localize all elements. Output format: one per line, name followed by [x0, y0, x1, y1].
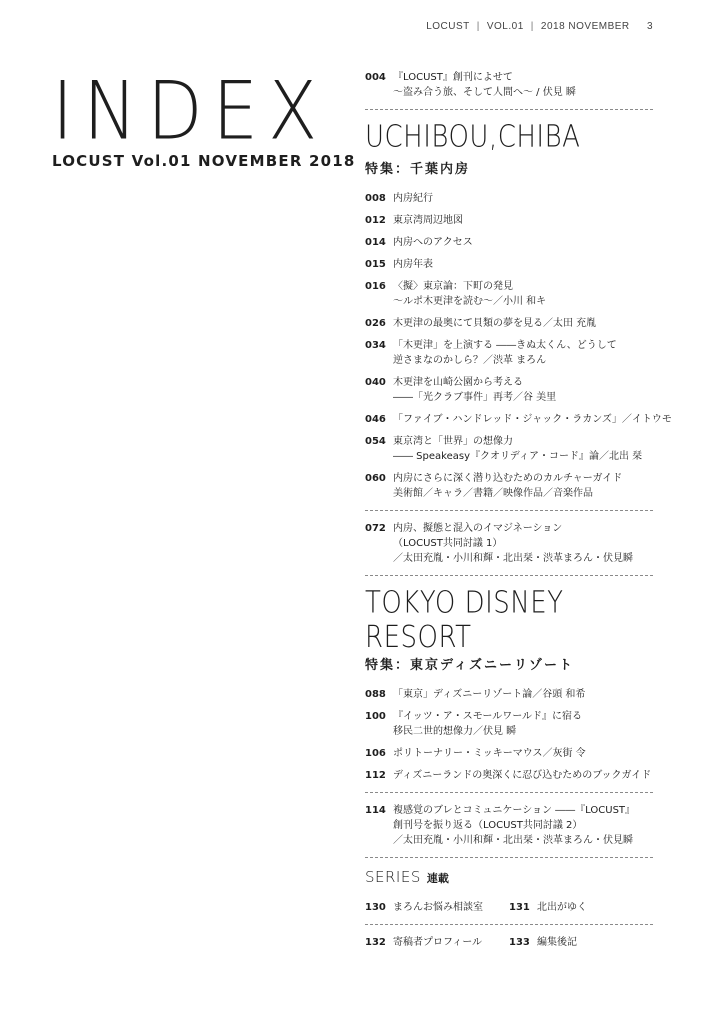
toc-entry	[365, 257, 653, 272]
entry-page-number: 015	[365, 259, 386, 270]
entry-line: （LOCUST共同討議 1）	[393, 538, 503, 549]
entry-line: 複感覚のブレとコミュニケーション ――『LOCUST』	[393, 805, 636, 816]
entry-title: まろんお悩み相談室	[393, 902, 483, 913]
entry-page-number: 112	[365, 770, 386, 781]
dotted-divider	[365, 575, 653, 576]
entry-line: ／太田充胤・小川和輝・北出栞・渋革まろん・伏見瞬	[393, 553, 633, 564]
entry-line: 移民二世的想像力／伏見 瞬	[393, 726, 517, 737]
entry-page-number: 008	[365, 193, 386, 204]
entry-page-number: 106	[365, 748, 386, 759]
entry-page-number: 132	[365, 937, 386, 948]
entry-title	[393, 191, 653, 206]
entry-line: 〜ルポ木更津を読む〜／小川 和キ	[393, 296, 547, 307]
toc-entry	[365, 434, 653, 464]
entry-title: 編集後記	[537, 937, 577, 948]
entry-page-number: 034	[365, 340, 386, 351]
running-head-separator: |	[530, 21, 534, 32]
toc-entry	[365, 235, 653, 250]
entry-page-number: 026	[365, 318, 386, 329]
entry-title	[393, 746, 653, 761]
entry-page-number: 114	[365, 805, 386, 816]
entry-title	[393, 687, 653, 702]
entry-title	[393, 412, 672, 427]
section-title: UCHIBOU,CHIBA	[365, 120, 581, 155]
entry-line: 「東京」ディズニーリゾート論／谷頭 和希	[393, 689, 586, 700]
entry-title	[393, 434, 653, 464]
toc-entry	[365, 412, 672, 427]
section-subtitle: 特集：東京ディズニーリゾート	[365, 658, 574, 673]
toc-entry	[365, 279, 653, 309]
entry-line: 内房にさらに深く潜り込むためのカルチャーガイド	[393, 473, 623, 484]
toc-entry	[365, 746, 653, 761]
entry-page-number: 046	[365, 414, 386, 425]
entry-title	[393, 279, 653, 309]
entry-page-number: 088	[365, 689, 386, 700]
entry-line: ―― Speakeasy『クオリディア・コード』論／北出 栞	[393, 451, 643, 462]
toc-entry	[365, 709, 653, 739]
discussion-entry	[365, 521, 653, 566]
toc-entry	[365, 191, 653, 206]
page-number: 3	[646, 21, 653, 32]
running-head-volume: VOL.01	[486, 21, 524, 32]
series-title-ja: 連載	[426, 872, 449, 885]
running-head	[426, 21, 653, 32]
entry-title	[393, 338, 653, 368]
entry-title	[393, 709, 653, 739]
intro-entry	[365, 70, 653, 100]
section-title: TOKYO DISNEY RESORT	[365, 586, 564, 655]
running-head-brand: LOCUST	[426, 21, 470, 32]
series-entry	[509, 935, 653, 950]
entry-title	[393, 803, 653, 848]
entry-line: 内房、擬態と混入のイマジネーション	[393, 523, 563, 534]
series-title: SERIES	[365, 868, 421, 886]
entry-line: 〈擬〉東京論：下町の発見	[393, 281, 513, 292]
entry-line: 内房年表	[393, 259, 433, 270]
entry-line: 「ファイブ・ハンドレッド・ジャック・ラカンズ」／イトウモ	[393, 414, 672, 425]
entry-line: 〜盗み合う旅、そして人間へ〜 / 伏見 瞬	[393, 87, 576, 98]
entry-page-number: 072	[365, 523, 386, 534]
entry-line: 東京湾と「世界」の想像力	[393, 436, 513, 447]
entry-title	[393, 521, 653, 566]
toc-entry	[365, 213, 653, 228]
running-head-date: 2018 NOVEMBER	[540, 21, 630, 32]
running-head-separator: |	[476, 21, 480, 32]
entry-page-number: 130	[365, 902, 386, 913]
page-subtitle: LOCUST Vol.01 NOVEMBER 2018	[52, 152, 356, 170]
entry-line: 内房へのアクセス	[393, 237, 473, 248]
entry-title	[393, 316, 653, 331]
series-heading	[365, 868, 653, 886]
entry-title	[393, 70, 653, 100]
table-of-contents	[365, 70, 672, 950]
toc-entry	[365, 471, 653, 501]
entry-page-number: 133	[509, 937, 530, 948]
entry-page-number: 012	[365, 215, 386, 226]
entry-line: 『イッツ・ア・スモールワールド』に宿る	[393, 711, 582, 722]
dotted-divider	[365, 857, 653, 858]
dotted-divider	[365, 109, 653, 110]
toc-entry	[365, 687, 653, 702]
entry-page-number: 054	[365, 436, 386, 447]
title-block	[52, 63, 356, 170]
entry-title	[393, 213, 653, 228]
entry-title	[393, 768, 653, 783]
entry-page-number: 016	[365, 281, 386, 292]
page-title: INDEX	[52, 63, 328, 158]
entry-line: ディズニーランドの奥深くに忍び込むためのブックガイド	[393, 770, 652, 781]
series-entry	[509, 900, 653, 915]
entry-line: 木更津の最奥にて貝類の夢を見る／太田 充胤	[393, 318, 597, 329]
toc-entry	[365, 338, 653, 368]
entry-line: ポリトーナリー・ミッキーマウス／灰街 令	[393, 748, 586, 759]
entry-page-number: 004	[365, 72, 386, 83]
entry-line: ／太田充胤・小川和輝・北出栞・渋革まろん・伏見瞬	[393, 835, 633, 846]
entry-page-number: 131	[509, 902, 530, 913]
entry-line: 美術館／キャラ／書籍／映像作品／音楽作品	[393, 488, 593, 499]
entry-title: 北出がゆく	[537, 902, 587, 913]
entry-title	[393, 471, 653, 501]
series-row	[365, 935, 653, 950]
entry-page-number: 100	[365, 711, 386, 722]
series-entry	[365, 900, 509, 915]
toc-entry	[365, 768, 653, 783]
entry-line: 内房紀行	[393, 193, 433, 204]
toc-entry	[365, 375, 653, 405]
entry-line: 「木更津」を上演する ――きぬ太くん、どうして	[393, 340, 617, 351]
entry-line: 逆さまなのかしら？／渋革 まろん	[393, 355, 547, 366]
dotted-divider	[365, 792, 653, 793]
dotted-divider	[365, 924, 653, 925]
entry-title	[393, 375, 653, 405]
entry-title: 寄稿者プロフィール	[393, 937, 482, 948]
entry-line: ――「光クラブ事件」再考／谷 美里	[393, 392, 557, 403]
entry-page-number: 014	[365, 237, 386, 248]
entry-page-number: 060	[365, 473, 386, 484]
series-row	[365, 900, 653, 915]
entry-line: 創刊号を振り返る（LOCUST共同討議 2）	[393, 820, 583, 831]
series-entry	[365, 935, 509, 950]
entry-line: 木更津を山崎公園から考える	[393, 377, 523, 388]
toc-entry	[365, 316, 653, 331]
entry-title	[393, 235, 653, 250]
dotted-divider	[365, 510, 653, 511]
discussion-entry	[365, 803, 653, 848]
entry-line: 『LOCUST』創刊によせて	[393, 72, 513, 83]
section-subtitle: 特集：千葉内房	[365, 162, 471, 177]
entry-page-number: 040	[365, 377, 386, 388]
entry-title	[393, 257, 653, 272]
entry-line: 東京湾周辺地図	[393, 215, 463, 226]
